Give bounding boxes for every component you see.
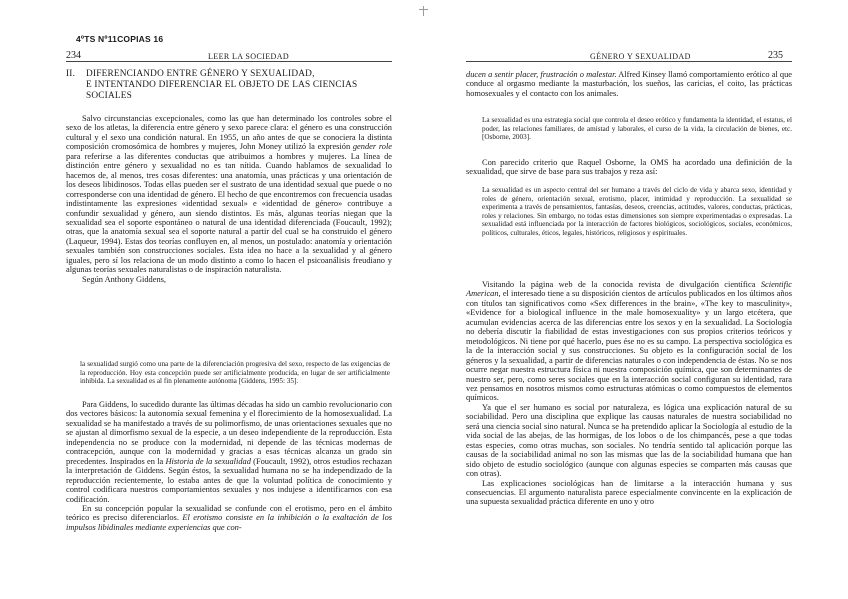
right-running-head: GÉNERO Y SEXUALIDAD xyxy=(590,52,691,61)
paragraph: Ya que el ser humano es social por naturaleza, es lógica una explicación natural de su sociabilidad. Pero una disciplina que explique las causas naturales de nuestra sociabilidad no será una ciencia social sino natural. Nunca se ha pretendido aplicar la Sociología al estudio de la vida social de las abejas, de las hormigas, de los lobos o de los chimpancés, pese a que todas estas especies, como otras muchas, son sociales. No tendría sentido tal aplicación porque las causas de la sociabilidad animal no son las mismas que las de la sociabilidad humana que han sido objeto de estudio sociológico (aunque con algunas especies se comparten más causas que con otras). xyxy=(466,402,792,479)
right-block-quote-2 xyxy=(482,186,792,238)
paragraph: En su concepción popular la sexualidad se confunde con el erotismo, pero en el ámbito teórico es preciso diferenciarlos. El erotismo consiste en la inhibición o la exaltación de los impulsos libidinales mediante experiencias que con- xyxy=(66,503,393,532)
section-title-line-3: SOCIALES xyxy=(86,91,133,101)
left-body-block-2 xyxy=(66,400,392,532)
paragraph: Para Giddens, lo sucedido durante las últimas décadas ha sido un cambio revolucionario con dos vectores básicos: la autonomía sexual femenina y el florecimiento de la homosexualidad. La sexualidad se ha manifestado a través de su polimorfismo, de unas orientaciones sexuales que no se ajustan al dimorfismo sexual de la especie, a un deseo independiente de la reproducción. Esta independencia no se produce con la modernidad, ni depende de las técnicas modernas de contracepción, aunque con la modernidad y gracias a esas técnicas alcanza un grado sin precedentes. Inspirados en la Historia de la sexualidad (Foucault, 1992), otros estudios rechazan la interpretación de Giddens. Según éstos, la sexualidad humana no se ha independizado de la reproducción recientemente, lo estaba antes de que la voluntad política de conocimiento y control codificara nuestros comportamientos sexuales y nos indujese a identificarnos con esa codificación. xyxy=(66,400,392,504)
right-block-quote-1 xyxy=(482,116,792,142)
paragraph: Visitando la página web de la conocida revista de divulgación científica Scientific American, el interesado tiene a su disposición cientos de artículos publicados en los últimos años con títulos tan significativos como «Sex differences in the brain», «The key to masculinity», «Evidence for a biological influence in the male homosexuality» y un largo etcétera, que acumulan evidencias acerca de las diferencias entre los sexos y en la sexualidad. La Sociología no debería discutir la fiabilidad de estas investigaciones con sus propios criterios teóricos y metodológicos. Ni tiene por qué hacerlo, pues ése no es su campo. La perspectiva sociológica es la de la interacción social y sus construcciones. Su objeto es la configuración social de los géneros y la sexualidad, a partir de diferencias naturales o con independencia de éstas. No se nos ocurre negar nuestra estructura física ni nuestra composición química, que son determinantes de nuestro ser, pero, como seres sociales que en la interacción social configuran su identidad, rara vez pensamos en nosotros mismos como estructuras atómicas o como compuestos de elementos químicos. xyxy=(466,280,793,403)
copy-stamp: 4ºTS Nº11COPIAS 16 xyxy=(76,34,164,44)
left-block-quote xyxy=(80,360,390,386)
left-page-number: 234 xyxy=(66,50,81,61)
quote-text: La sexualidad es un aspecto central del ser humano a través del ciclo de vida y abarca sexo, identidad y roles de género, orientación sexual, erotismo, placer, intimidad y reproducción. La sexualidad se experimenta a través de pensamientos, fantasías, deseos, creencias, actitudes, valores, conductas, prácticas, roles y relaciones. Sin embargo, no todas estas dimensiones son siempre experimentadas o expresadas. La sexualidad está influenciada por la interacción de factores biológicos, sociológicos, sociales, económicos, políticos, culturales, éticos, legales, históricos, religiosos y espirituales. xyxy=(482,186,792,237)
quote-text: la sexualidad surgió como una parte de la diferenciación progresiva del sexo, respecto de las exigencias de la reproducción. Hoy esta concepción puede ser artificialmente producida, en lugar de ser artificialmente inhibida. La sexualidad es al fin plenamente autónoma [Giddens, 1995: 35]. xyxy=(80,360,390,386)
left-header-rule xyxy=(66,61,392,62)
paragraph: ducen a sentir placer, frustración o malestar. Alfred Kinsey llamó comportamiento erótico al que conduce al orgasmo mediante la masturbación, los sueños, las caricias, el coito, las prácticas homosexuales y el contacto con los animales. xyxy=(466,70,792,98)
paragraph: Salvo circunstancias excepcionales, como las que han determinado los controles sobre el sexo de los atletas, la diferencia entre género y sexo parece clara: el género es una construcción cultural y el sexo una condición natural. En 1955, un año antes de que se conociera la distinta composición cromosómica de hombres y mujeres, John Money utilizó la expresión gender role para referirse a las diferentes conductas que atribuimos a hombres y mujeres. La línea de distinción entre género y sexualidad no es tan nítida. Cuando hablamos de sexualidad lo hacemos de, al menos, tres cosas diferentes: una anatomía, unas prácticas y una orientación de los deseos libidinosos. Todas ellas pueden ser el sustrato de una identidad sexual que puede o no corresponderse con una identidad de género. El hecho de que encontremos con frecuencia usadas indistintamente las expresiones «identidad sexual» e «identidad de género» contribuye a confundir sexualidad y género, aun siendo distintos. Es más, algunas teorías niegan que la sexualidad sea el soporte espontáneo o natural de una identidad diferenciada (Foucault, 1992); otras, que la anatomía sexual sea el soporte natural a partir del cual se ha construido el género (Laqueur, 1994). Estas dos teorías confluyen en, al menos, un postulado: anatomía y orientación sexuales también son construcciones sociales. Esta idea no hace a la sexualidad y al género iguales, pero sí los relaciona de un modo distinto a como lo hacen el psicoanálisis freudiano y algunas teorías sexuales naturalistas o de inspiración naturalista. xyxy=(66,114,393,275)
paragraph: Con parecido criterio que Raquel Osborne, la OMS ha acordado una definición de la sexualidad, que sirve de base para sus trabajos y reza así: xyxy=(466,158,792,177)
right-body-block-2 xyxy=(466,158,792,177)
right-body-block-3 xyxy=(466,280,792,507)
paragraph: Las explicaciones sociológicas han de limitarse a la interacción humana y sus consecuencias. El argumento naturalista parece especialmente convincente en la explicación de una supuesta sexualidad práctica diferente en uno y otro xyxy=(466,478,792,507)
paragraph: Según Anthony Giddens, xyxy=(82,274,166,284)
left-running-head: LEER LA SOCIEDAD xyxy=(208,52,290,61)
left-body-block-1 xyxy=(66,114,392,284)
section-number: II. xyxy=(66,69,76,79)
right-page-number: 235 xyxy=(768,50,783,61)
section-heading xyxy=(66,69,386,102)
section-title-line-2: E INTENTANDO DIFERENCIAR EL OBJETO DE LAS CIENCIAS xyxy=(86,80,358,90)
right-header-rule xyxy=(466,61,792,62)
section-title-line-1: DIFERENCIANDO ENTRE GÉNERO Y SEXUALIDAD, xyxy=(86,69,315,79)
right-body-block-1 xyxy=(466,70,792,98)
quote-text: La sexualidad es una estrategia social que controla el deseo erótico y fundamenta la identidad, el estatus, el poder, las relaciones familiares, de amistad y laborales, el curso de la vida, la circulación de bienes, etc. [Osborne, 2003]. xyxy=(482,116,792,142)
